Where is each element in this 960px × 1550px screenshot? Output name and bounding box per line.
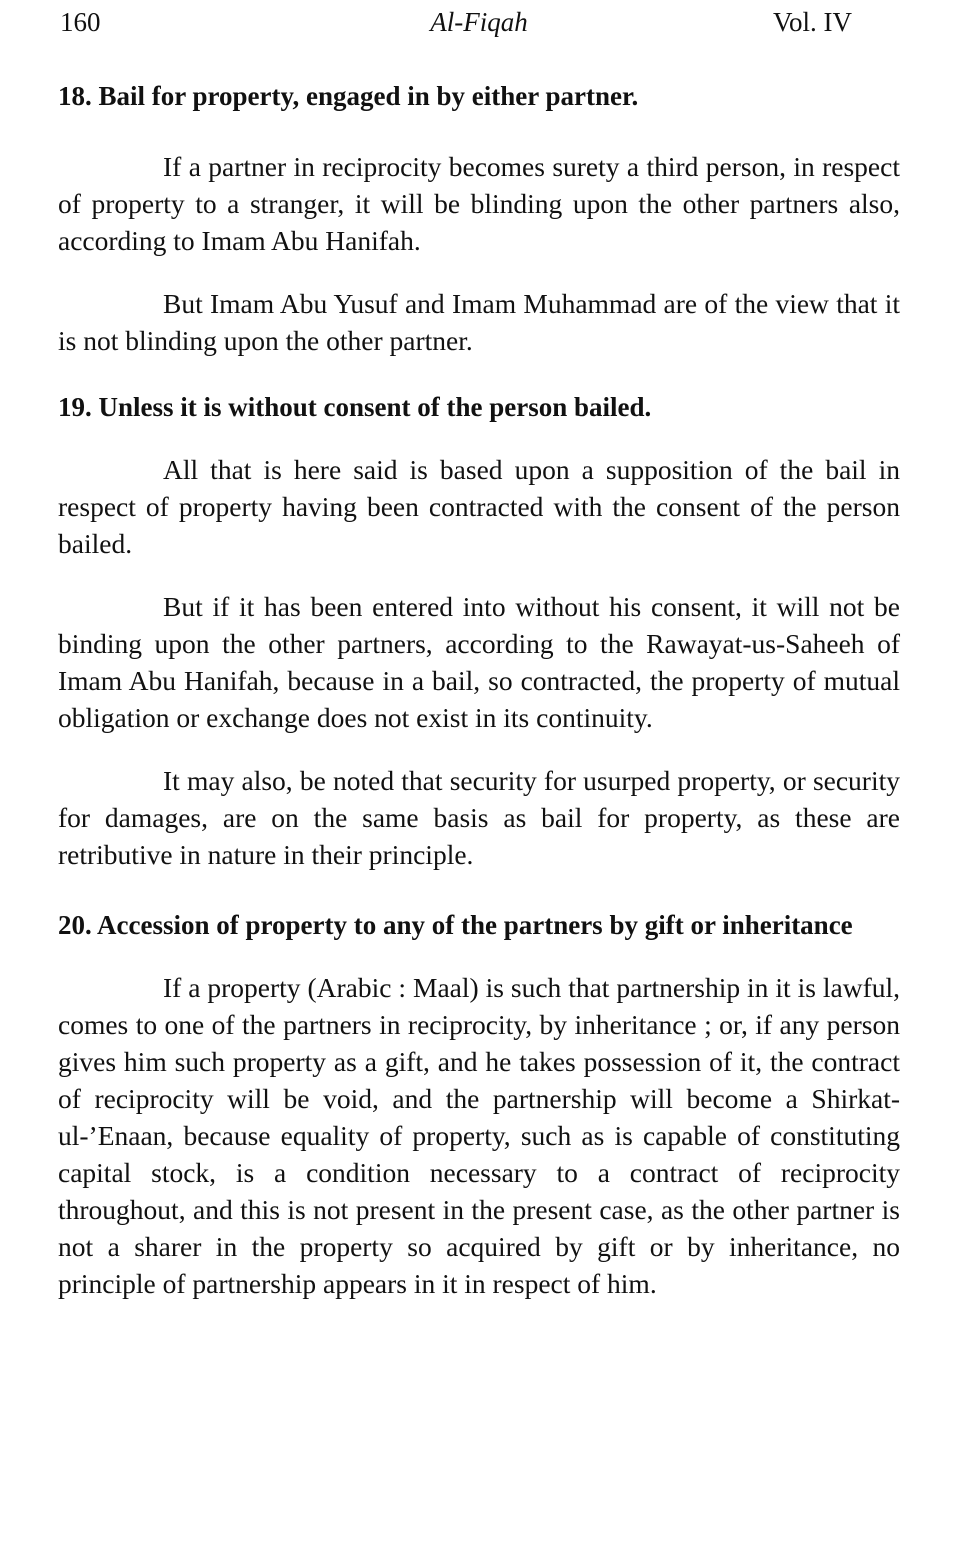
section-18-paragraph-2: But Imam Abu Yusuf and Imam Muhammad are of the view that it is not blinding upon the other partner. xyxy=(58,288,900,356)
book-page xyxy=(58,0,900,1302)
section-19-heading: 19. Unless it is without consent of the person bailed. xyxy=(58,392,652,422)
book-title: Al-Fiqah xyxy=(430,7,528,37)
section-19-paragraph-3: It may also, be noted that security for usurped property, or security for damages, are on the same basis as bail for property, as these are retributive in nature in their principle. xyxy=(58,765,900,870)
volume-label: Vol. IV xyxy=(772,7,852,37)
section-20-heading: 20. Accession of property to any of the partners by gift or inheritance xyxy=(58,910,853,940)
section-19-paragraph-1: All that is here said is based upon a supposition of the bail in respect of property having been contracted with the consent of the person bailed. xyxy=(58,454,900,559)
page-number: 160 xyxy=(60,7,101,37)
section-18-heading: 18. Bail for property, engaged in by either partner. xyxy=(58,81,639,111)
section-19-paragraph-2: But if it has been entered into without his consent, it will not be binding upon the other partners, according to the Rawayat-us-Saheeh of Imam Abu Hanifah, because in a bail, so contracted, the property of mutual obligation or exchange does not exist in its continuity. xyxy=(58,591,900,733)
running-head xyxy=(58,0,900,44)
section-20-paragraph-1: If a property (Arabic : Maal) is such that partnership in it is lawful, comes to one of the partners in reciprocity, by inheritance ; or, if any person gives him such property as a gift, and he takes possession of it, the contract of reciprocity will be void, and the partnership will become a Shirkat-ul-’Enaan, because equality of property, such as is capable of constituting capital stock, is a condition necessary to a contract of reciprocity throughout, and this is not present in the present case, as the other partner is not a sharer in the property so acquired by gift or by inheritance, no principle of partnership appears in it in respect of him. xyxy=(58,972,900,1299)
section-18-paragraph-1: If a partner in reciprocity becomes surety a third person, in respect of property to a stranger, it will be blinding upon the other partners also, according to Imam Abu Hanifah. xyxy=(58,151,900,256)
